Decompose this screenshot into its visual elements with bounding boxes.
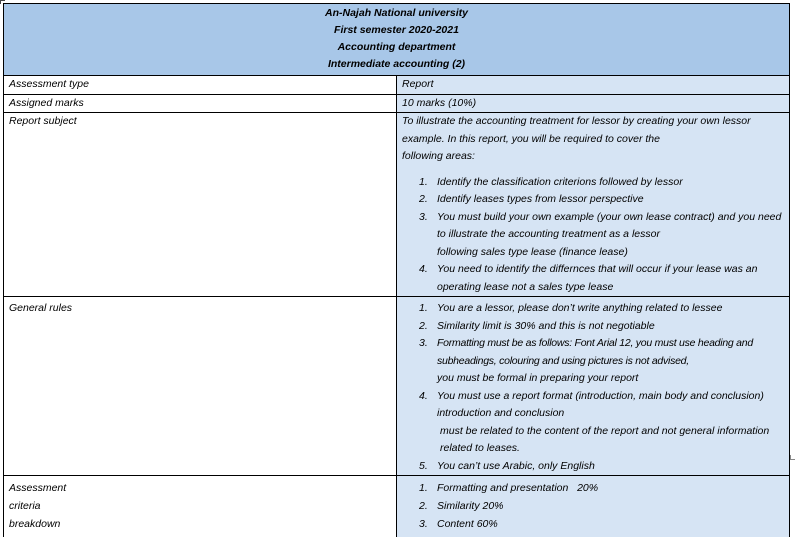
report-subject-intro-line-1: To illustrate the accounting treatment for lessor by creating your own lessor example. In this report, you will be required to cover the [402,113,789,148]
list-text: Content 60% [437,518,498,530]
row-assigned-marks [4,94,790,113]
assessment-criteria-list [402,479,789,533]
list-text: Similarity limit is 30% and this is not negotiable [437,320,655,332]
report-subject-content [397,113,790,297]
list-number: 5. [419,458,428,476]
list-item [402,209,789,262]
row-general-rules [4,297,790,476]
list-item [402,388,789,458]
report-subject-list [402,174,789,297]
list-text: Similarity 20% [437,500,504,512]
list-text-continued: following sales type lease (finance lease) [437,244,789,262]
list-number: 2. [419,497,428,515]
assessment-type-label: Assessment type [4,76,397,95]
department: Accounting department [4,39,789,56]
assigned-marks-label: Assigned marks [4,94,397,113]
list-number: 1. [419,479,428,497]
general-rules-list [402,300,789,475]
list-text: You can’t use Arabic, only English [437,460,595,472]
list-text: You must use a report format (introduction, main body and conclusion) introduction and conclusion [437,388,789,423]
list-text: Formatting and presentation 20% [437,482,598,494]
list-number: 3. [419,209,428,227]
list-item [402,335,789,388]
crop-mark-bottom-right [790,455,795,460]
list-number: 3. [419,515,428,533]
semester: First semester 2020-2021 [4,22,789,39]
list-item [402,261,789,296]
list-text: You need to identify the differnces that will occur if your lease was an operating lease not a sales type lease [437,263,757,293]
list-text: Identify leases types from lessor perspective [437,193,644,205]
assessment-criteria-label [4,476,397,537]
report-subject-label: Report subject [4,113,397,297]
general-rules-content [397,297,790,476]
list-number: 1. [419,300,428,318]
list-number: 1. [419,174,428,192]
assessment-criteria-content [397,476,790,537]
list-number: 2. [419,318,428,336]
assessment-type-value: Report [397,76,790,95]
header-cell [4,4,790,76]
header-row [4,4,790,76]
list-number: 4. [419,261,428,279]
list-number: 4. [419,388,428,406]
list-item [402,191,789,209]
row-assessment-type [4,76,790,95]
list-text: Formatting must be as follows: Font Arial 12, you must use heading and subheadings, colouring and using pictures is not advised, [437,335,789,370]
list-text: You are a lessor, please don’t write anything related to lessee [437,302,722,314]
list-item [402,479,789,497]
list-item [402,318,789,336]
list-text: You must build your own example (your own lease contract) and you need to illustrate the accounting treatment as a lessor [437,209,789,244]
assigned-marks-value: 10 marks (10%) [397,94,790,113]
assignment-table [3,3,790,537]
assignment-document [3,3,790,537]
assessment-criteria-label-line-1: Assessment [9,479,396,497]
row-assessment-criteria [4,476,790,537]
course-name: Intermediate accounting (2) [4,56,789,73]
university-name: An-Najah National university [4,5,789,22]
list-item [402,300,789,318]
list-item [402,458,789,476]
list-text: Identify the classification criterions followed by lessor [437,176,683,188]
list-number: 3. [419,335,428,353]
list-number: 2. [419,191,428,209]
list-text-continued: must be related to the content of the report and not general information related to leases. [437,423,789,458]
list-item [402,515,789,533]
list-item [402,497,789,515]
list-text-continued: you must be formal in preparing your report [437,370,789,388]
assessment-criteria-label-line-3: breakdown [9,515,396,533]
general-rules-label: General rules [4,297,397,476]
row-report-subject [4,113,790,297]
report-subject-intro-line-2: following areas: [402,148,789,166]
list-item [402,174,789,192]
assessment-criteria-label-line-2: criteria [9,497,396,515]
